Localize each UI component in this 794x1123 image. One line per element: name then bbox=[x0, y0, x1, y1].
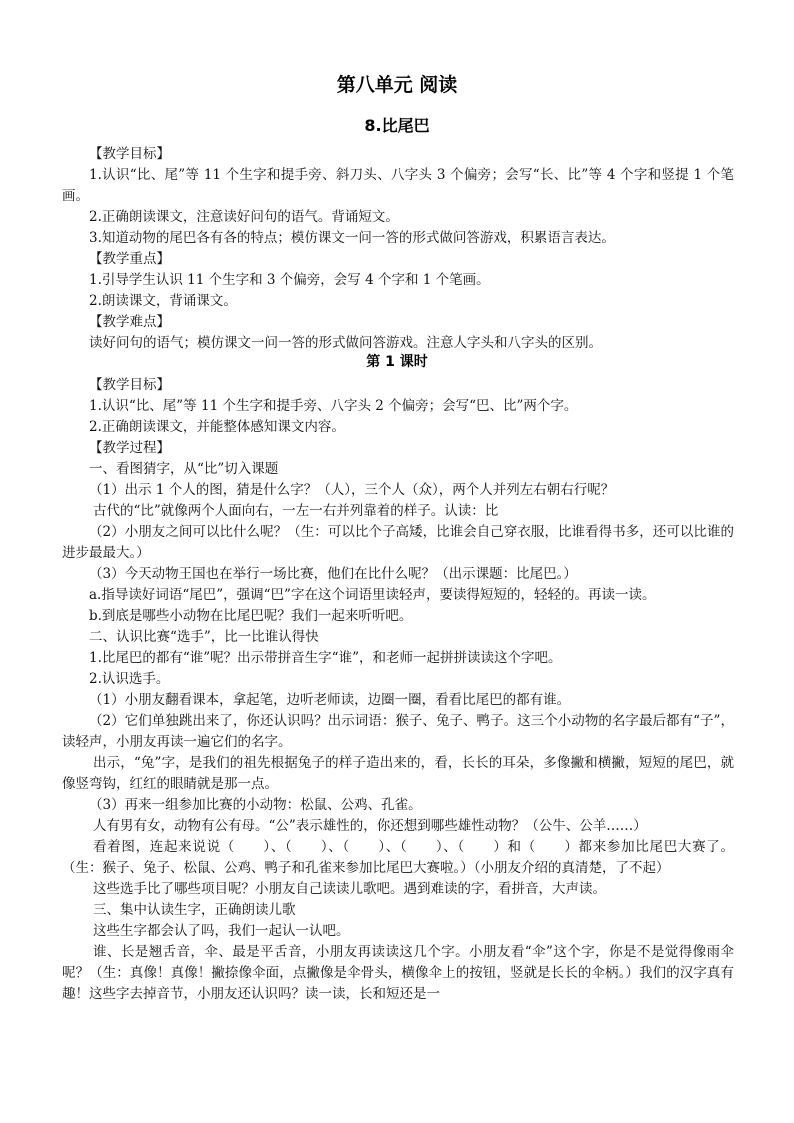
paragraph: 读好问句的语气；模仿课文一问一答的形式做问答游戏。注意人字头和八字头的区别。 bbox=[89, 335, 602, 351]
paragraph: 1.引导学生认识 11 个生字和 3 个偏旁，会写 4 个字和 1 个笔画。 bbox=[89, 272, 490, 288]
paragraph: 1.认识“比、尾”等 11 个生字和提手旁、八字头 2 个偏旁；会写“巴、比”两个字。 bbox=[89, 398, 578, 414]
unit-title: 第八单元 阅读 bbox=[336, 74, 458, 96]
paragraph: 这些选手比了哪些项目呢？小朋友自己读读儿歌吧。遇到难读的字，看拼音，大声读。 bbox=[93, 881, 606, 897]
period-title: 第 1 课时 bbox=[366, 354, 428, 370]
lesson-title: 8.比尾巴 bbox=[364, 116, 430, 135]
paragraph: 出示，“兔”字，是我们的祖先根据兔子的样子造出来的，看，长长的耳朵，多像撇和横撇，短短的尾巴，就像竖弯钩，红红的眼睛就是那一点。 bbox=[62, 755, 734, 792]
document-body bbox=[62, 144, 734, 1005]
paragraph: 2.朗读课文，背诵课文。 bbox=[89, 293, 237, 309]
paragraph: 1.比尾巴的都有“谁”呢？出示带拼音生字“谁”，和老师一起拼拼读读这个字吧。 bbox=[89, 650, 562, 666]
paragraph: （1）小朋友翻看课本，拿起笔，边听老师读，边圈一圈，看看比尾巴的都有谁。 bbox=[89, 692, 571, 708]
paragraph: 古代的“比”就像两个人面向右，一左一右并列靠着的样子。认读：比 bbox=[93, 503, 499, 519]
section-heading: 【教学目标】 bbox=[89, 377, 170, 393]
paragraph: b.到底是哪些小动物在比尾巴呢？我们一起来听听吧。 bbox=[89, 608, 413, 624]
paragraph: 3.知道动物的尾巴各有各的特点；模仿课文一问一答的形式做问答游戏，积累语言表达。 bbox=[89, 230, 615, 246]
section-heading: 【教学重点】 bbox=[89, 251, 170, 267]
paragraph: 一、看图猜字，从“比”切入课题 bbox=[89, 461, 279, 477]
paragraph: 这些生字都会认了吗，我们一起认一认吧。 bbox=[93, 923, 350, 939]
paragraph: （2）小朋友之间可以比什么呢？（生：可以比个子高矮，比谁会自己穿衣服，比谁看得书多，还可以比谁的进步最最大。） bbox=[62, 524, 734, 561]
section-heading: 【教学目标】 bbox=[89, 146, 170, 162]
paragraph: （3）今天动物王国也在举行一场比赛，他们在比什么呢？（出示课题：比尾巴。） bbox=[89, 566, 577, 582]
paragraph: （3）再来一组参加比赛的小动物：松鼠、公鸡、孔雀。 bbox=[89, 797, 422, 813]
paragraph: a.指导读好词语“尾巴”，强调“巴”字在这个词语里读轻声，要读得短短的，轻轻的。再读一读。 bbox=[89, 587, 656, 603]
paragraph: （1）出示 1 个人的图，猜是什么字？（人），三个人（众），两个人并列左右朝右行呢？ bbox=[89, 482, 615, 498]
paragraph: 人有男有女，动物有公有母。“公”表示雄性的，你还想到哪些雄性动物？（公牛、公羊……） bbox=[93, 818, 647, 834]
paragraph: 谁、长是翘舌音，伞、最是平舌音，小朋友再读读这几个字。小朋友看“伞”这个字，你是不是觉得像雨伞呢？（生：真像！真像！撇捺像伞面，点撇像是伞骨头，横像伞上的按钮，竖就是长长的伞柄。）我们的汉字真有趣！这些字去掉音节，小朋友还认识吗？读一读，长和短还是一 bbox=[62, 944, 734, 1002]
paragraph: （2）它们单独跳出来了，你还认识吗？出示词语：猴子、兔子、鸭子。这三个小动物的名字最后都有“子”，读轻声，小朋友再读一遍它们的名字。 bbox=[62, 713, 734, 750]
section-heading: 【教学过程】 bbox=[89, 440, 170, 456]
paragraph: 三、集中认读生字，正确朗读儿歌 bbox=[93, 902, 296, 918]
paragraph: 二、认识比赛“选手”，比一比谁认得快 bbox=[89, 629, 319, 645]
paragraph: 1.认识“比、尾”等 11 个生字和提手旁、斜刀头、八字头 3 个偏旁；会写“长、比”等 4 个字和竖提 1 个笔画。 bbox=[62, 167, 734, 204]
paragraph: 看着图，连起来说说（ ）、（ ）、（ ）、（ ）、（ ）和（ ）都来参加比尾巴大赛了。（生：猴子、兔子、松鼠、公鸡、鸭子和孔雀来参加比尾巴大赛啦。）（小朋友介绍的真清楚，了不起） bbox=[62, 839, 734, 876]
paragraph: 2.认识选手。 bbox=[89, 671, 170, 687]
section-heading: 【教学难点】 bbox=[89, 314, 170, 330]
paragraph: 2.正确朗读课文，并能整体感知课文内容。 bbox=[89, 419, 345, 435]
paragraph: 2.正确朗读课文，注意读好问句的语气。背诵短文。 bbox=[89, 209, 399, 225]
